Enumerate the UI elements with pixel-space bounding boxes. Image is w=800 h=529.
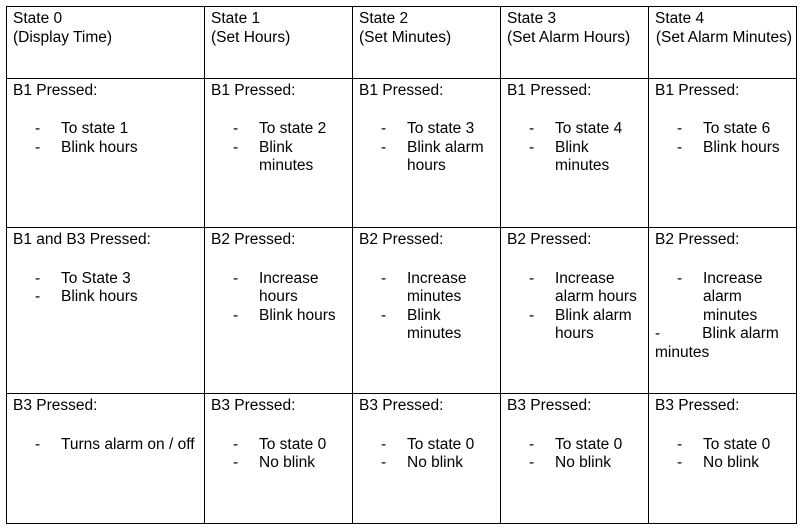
transition-cell bbox=[649, 78, 797, 228]
list-item: - To state 4 bbox=[529, 120, 623, 138]
header-label: State 1 bbox=[211, 10, 261, 27]
list-item: - Blink hours bbox=[677, 138, 780, 156]
list-item: - Blink alarm minutes bbox=[655, 325, 779, 361]
header-label: State 0 bbox=[13, 10, 63, 27]
transition-row-b2 bbox=[7, 228, 797, 394]
header-cell-state-2 bbox=[353, 7, 501, 79]
transition-cell bbox=[649, 394, 797, 524]
cell-title: B1 Pressed: bbox=[359, 81, 444, 99]
list-item: - Blink alarm hours bbox=[529, 306, 632, 343]
list-item: - To state 1 bbox=[35, 120, 129, 138]
transition-cell bbox=[7, 394, 205, 524]
header-cell-state-3 bbox=[501, 7, 649, 79]
list-item: - To state 3 bbox=[381, 120, 475, 138]
list-item: - Blink minutes bbox=[381, 306, 462, 343]
list-item: - Blink hours bbox=[35, 288, 138, 306]
list-item: - Blink minutes bbox=[233, 138, 314, 175]
transition-row-b3 bbox=[7, 394, 797, 524]
header-sub: (Set Hours) bbox=[211, 28, 291, 46]
header-label: State 2 bbox=[359, 10, 409, 27]
action-list bbox=[655, 120, 792, 157]
header-sub: (Set Minutes) bbox=[359, 28, 452, 46]
cell-title: B3 Pressed: bbox=[211, 397, 296, 415]
cell-title: B2 Pressed: bbox=[211, 231, 296, 249]
action-list bbox=[211, 270, 348, 326]
action-list bbox=[211, 436, 348, 473]
list-item: - To state 0 bbox=[381, 435, 475, 453]
header-label: State 4 bbox=[655, 10, 705, 27]
cell-title: B3 Pressed: bbox=[655, 397, 740, 415]
transition-cell bbox=[501, 228, 649, 394]
transition-cell bbox=[353, 78, 501, 228]
cell-title: B1 Pressed: bbox=[211, 81, 296, 99]
action-list bbox=[655, 270, 792, 363]
transition-cell bbox=[7, 228, 205, 394]
state-transition-table bbox=[6, 6, 797, 524]
transition-cell bbox=[353, 228, 501, 394]
list-item: - No blink bbox=[529, 454, 611, 472]
header-cell-state-4 bbox=[649, 7, 797, 79]
transition-cell bbox=[353, 394, 501, 524]
list-item: - Blink alarm hours bbox=[381, 138, 484, 175]
cell-title: B1 and B3 Pressed: bbox=[13, 231, 151, 249]
action-list bbox=[507, 436, 644, 473]
cell-title: B1 Pressed: bbox=[655, 81, 740, 99]
action-list bbox=[359, 120, 496, 176]
transition-cell bbox=[205, 394, 353, 524]
header-sub: (Display Time) bbox=[13, 28, 113, 46]
list-item: - To state 0 bbox=[529, 435, 623, 453]
action-list bbox=[13, 270, 200, 307]
list-item: - To state 0 bbox=[233, 435, 327, 453]
header-sub: (Set Alarm Minutes) bbox=[655, 28, 792, 46]
cell-title: B3 Pressed: bbox=[359, 397, 444, 415]
action-list bbox=[13, 120, 200, 157]
header-label: State 3 bbox=[507, 10, 557, 27]
cell-title: B2 Pressed: bbox=[359, 231, 444, 249]
list-item: - No blink bbox=[677, 454, 759, 472]
transition-cell bbox=[649, 228, 797, 394]
action-list bbox=[507, 120, 644, 176]
action-list bbox=[507, 270, 644, 344]
header-cell-state-0 bbox=[7, 7, 205, 79]
cell-title: B3 Pressed: bbox=[13, 397, 98, 415]
list-item: - Turns alarm on / off bbox=[35, 435, 195, 453]
list-item: - No blink bbox=[381, 454, 463, 472]
cell-title: B2 Pressed: bbox=[507, 231, 592, 249]
list-item: - Increase hours bbox=[233, 269, 319, 306]
list-item: - To state 0 bbox=[677, 435, 771, 453]
action-list bbox=[13, 436, 200, 455]
cell-title: B1 Pressed: bbox=[507, 81, 592, 99]
list-item: - To state 6 bbox=[677, 120, 771, 138]
action-list bbox=[359, 270, 496, 344]
cell-title: B2 Pressed: bbox=[655, 231, 740, 249]
list-item: - Increase alarm minutes bbox=[677, 269, 763, 324]
list-item: - No blink bbox=[233, 454, 315, 472]
list-item: - Blink minutes bbox=[529, 138, 610, 175]
transition-cell bbox=[205, 78, 353, 228]
list-item: - Blink hours bbox=[35, 138, 138, 156]
transition-cell bbox=[501, 78, 649, 228]
transition-cell bbox=[205, 228, 353, 394]
header-row bbox=[7, 7, 797, 79]
action-list bbox=[211, 120, 348, 176]
action-list bbox=[655, 436, 792, 473]
list-item: - Increase minutes bbox=[381, 269, 467, 306]
action-list bbox=[359, 436, 496, 473]
header-sub: (Set Alarm Hours) bbox=[507, 28, 631, 46]
list-item: - Increase alarm hours bbox=[529, 269, 637, 306]
cell-title: B3 Pressed: bbox=[507, 397, 592, 415]
list-item: - Blink hours bbox=[233, 306, 336, 324]
transition-row-b1 bbox=[7, 78, 797, 228]
transition-cell bbox=[501, 394, 649, 524]
transition-cell bbox=[7, 78, 205, 228]
list-item: - To state 2 bbox=[233, 120, 327, 138]
header-cell-state-1 bbox=[205, 7, 353, 79]
list-item: - To State 3 bbox=[35, 269, 131, 287]
cell-title: B1 Pressed: bbox=[13, 81, 98, 99]
